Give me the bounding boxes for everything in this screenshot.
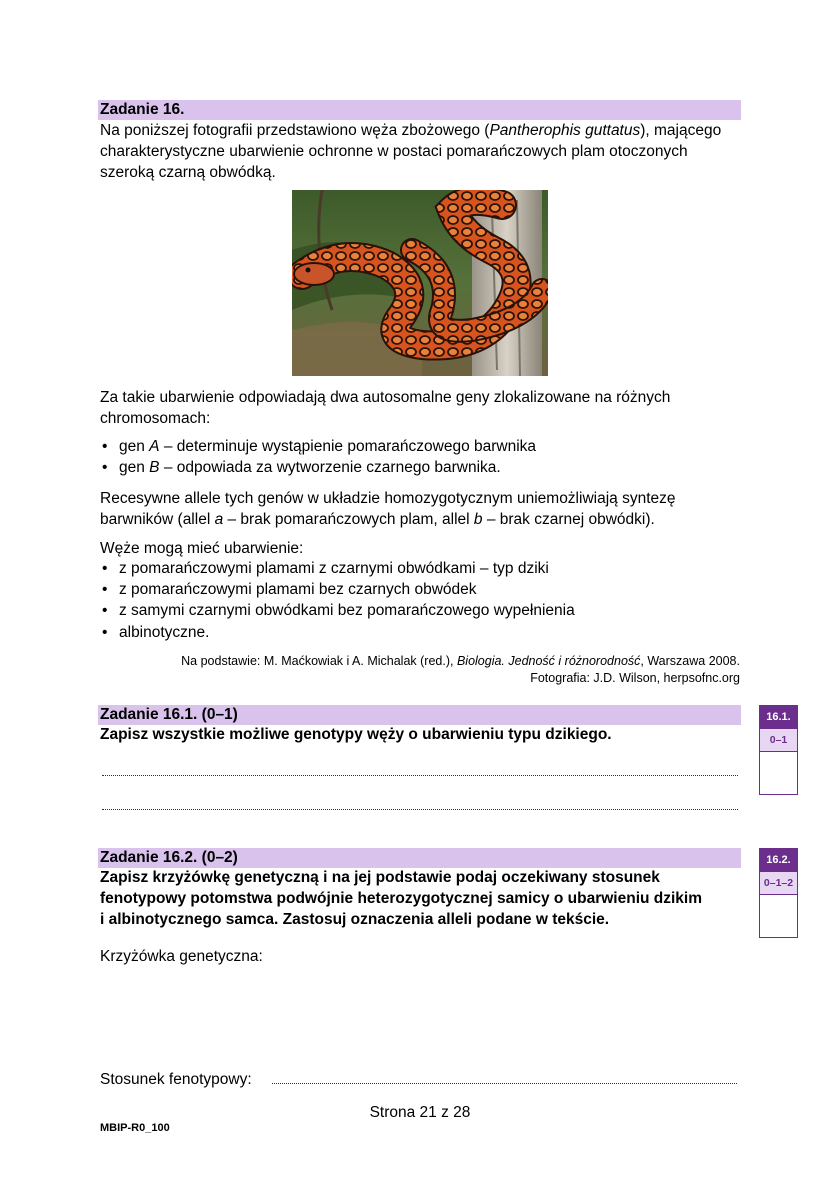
score-task-number: 16.1. — [760, 706, 797, 728]
intro-line-1 — [100, 120, 721, 141]
task-16-2-question-line-2: fenotypowy potomstwa podwójnie heterozygotycznej samicy o ubarwieniu dzikim — [100, 890, 703, 907]
cross-label: Krzyżówka genetyczna: — [100, 948, 263, 965]
intro-text: Na poniższej fotografii przedstawiono węża zbożowego ( — [100, 122, 490, 139]
coloring-item: albinotyczne. — [119, 624, 210, 641]
intro-line-3: szeroką czarną obwódką. — [100, 164, 276, 181]
task-16-header — [98, 100, 741, 120]
task-16-1-question: Zapisz wszystkie możliwe genotypy węży o ubarwieniu typu dzikiego. — [100, 726, 612, 743]
genes-intro-line-2: chromosomach: — [100, 410, 211, 427]
coloring-item: z pomarańczowymi plamami z czarnymi obwódkami – typ dziki — [119, 560, 549, 577]
intro-text: ), mającego — [640, 122, 722, 139]
bullet-icon: • — [102, 624, 108, 641]
allele-symbol: a — [214, 511, 224, 528]
recessive-text: – brak czarnej obwódki). — [482, 511, 655, 528]
gene-symbol: B — [149, 459, 160, 476]
task-16-title: Zadanie 16. — [100, 101, 185, 118]
recessive-text: – brak pomarańczowych plam, allel — [223, 511, 474, 528]
task-16-2-header — [98, 848, 741, 868]
gene-item — [119, 438, 536, 456]
gene-description: – odpowiada za wytworzenie czarnego barwnika. — [159, 459, 501, 476]
score-field[interactable] — [760, 751, 797, 794]
score-field[interactable] — [760, 894, 797, 937]
coloring-item: z samymi czarnymi obwódkami bez pomarańczowego wypełnienia — [119, 602, 575, 619]
citation-title: Biologia. Jedność i różnorodność — [456, 654, 641, 668]
task-16-1-header — [98, 705, 741, 725]
intro-line-2: charakterystyczne ubarwienie ochronne w postaci pomarańczowych plam otoczonych — [100, 143, 688, 160]
bullet-icon: • — [102, 602, 108, 619]
gene-prefix: gen — [119, 438, 150, 455]
photo-credit: Fotografia: J.D. Wilson, herpsofnc.org — [530, 671, 740, 685]
task-16-2-question-line-3: i albinotycznego samca. Zastosuj oznaczenia alleli podane w tekście. — [100, 911, 610, 928]
bullet-icon: • — [102, 581, 108, 598]
allele-symbol: b — [473, 511, 483, 528]
score-task-number: 16.2. — [760, 849, 797, 871]
bullet-icon: • — [102, 560, 108, 577]
source-citation — [181, 654, 740, 668]
task-16-1-title: Zadanie 16.1. (0–1) — [100, 706, 238, 723]
ratio-answer-line[interactable] — [272, 1083, 737, 1084]
citation-text: , Warszawa 2008. — [640, 654, 740, 668]
genes-intro-line-1: Za takie ubarwienie odpowiadają dwa autosomalne geny zlokalizowane na różnych — [100, 389, 671, 406]
score-points: 0–1 — [760, 728, 797, 751]
gene-prefix: gen — [119, 459, 150, 476]
snake-photo — [292, 190, 548, 376]
bullet-icon: • — [102, 459, 108, 476]
gene-item — [119, 459, 501, 477]
task-16-2-question-line-1: Zapisz krzyżówkę genetyczną i na jej podstawie podaj oczekiwany stosunek — [100, 869, 660, 886]
recessive-text: barwników (allel — [100, 511, 215, 528]
gene-description: – determinuje wystąpienie pomarańczowego barwnika — [159, 438, 537, 455]
page-number: Strona 21 z 28 — [369, 1104, 471, 1121]
exam-code: MBIP-R0_100 — [100, 1122, 170, 1134]
score-box-16-1 — [759, 705, 798, 795]
score-points: 0–1–2 — [760, 871, 797, 894]
colorings-intro: Węże mogą mieć ubarwienie: — [100, 540, 304, 557]
snake-photo-illustration — [292, 190, 548, 376]
score-box-16-2 — [759, 848, 798, 938]
species-name: Pantherophis guttatus — [489, 122, 641, 139]
task-16-2-title: Zadanie 16.2. (0–2) — [100, 849, 238, 866]
coloring-item: z pomarańczowymi plamami bez czarnych obwódek — [119, 581, 477, 598]
gene-symbol: A — [149, 438, 160, 455]
bullet-icon: • — [102, 438, 108, 455]
ratio-label: Stosunek fenotypowy: — [100, 1071, 252, 1088]
citation-text: Na podstawie: M. Maćkowiak i A. Michalak (red.), — [181, 654, 457, 668]
recessive-line-2 — [100, 509, 655, 530]
cross-answer-area[interactable] — [100, 970, 740, 1060]
recessive-line-1: Recesywne allele tych genów w układzie homozygotycznym uniemożliwiają syntezę — [100, 490, 676, 507]
answer-line[interactable] — [102, 809, 738, 810]
answer-line[interactable] — [102, 775, 738, 776]
